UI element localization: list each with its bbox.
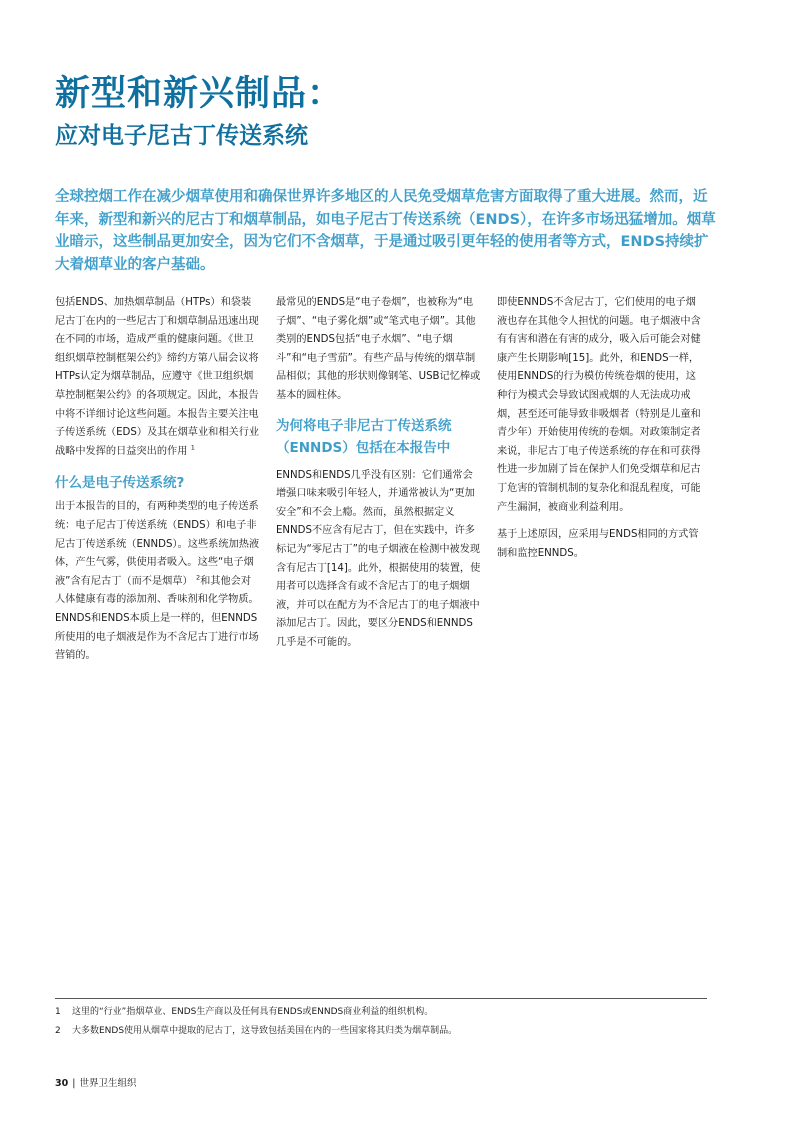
footnote-text: 大多数ENDS使用从烟草中提取的尼古丁，这导致包括美国在内的一些国家将其归类为烟草制品。: [72, 1026, 458, 1036]
footnote-text: 这里的“行业”指烟草业、ENDS生产商以及任何具有ENDS或ENNDS商业利益的组织机构。: [72, 1007, 434, 1017]
footer-separator: |: [72, 1078, 76, 1089]
footer-organization: 世界卫生组织: [79, 1078, 137, 1089]
footnotes: [55, 1003, 715, 1041]
column-3-paragraph-1: 即使ENNDS不含尼古丁，它们使用的电子烟液也存在其他令人担忧的问题。电子烟液中含有有害和潜在有害的成分，吸入后可能会对健康产生长期影响[15]。此外，和ENDS一样，使用ENNDS的行为模仿传统卷烟的使用，这种行为模式会导致试图戒烟的人无法成功戒烟，甚至还可能导致非吸烟者（特别是儿童和青少年）开始使用传统的卷烟。对政策制定者来说，非尼古丁电子传送系统的存在和可获得性进一步加剧了旨在保护人们免受烟草和尼古丁危害的管制机制的复杂化和混乱程度，可能产生漏洞，被商业利益利用。: [497, 297, 701, 513]
footnote-1: [55, 1003, 715, 1022]
column-1-paragraph-1: 包括ENDS、加热烟草制品（HTPs）和袋装尼古丁在内的一些尼古丁和烟草制品迅速出现在不同的市场，造成严重的健康问题。《世卫组织烟草控制框架公约》缔约方第八届会议将HTPs认定为烟草制品，应遵守《世卫组织烟草控制框架公约》的各项规定。因此，本报告中将不详细讨论这些问题。本报告主要关注电子传送系统（EDS）及其在烟草业和相关行业战略中发挥的日益突出的作用 $^1$: [55, 297, 260, 457]
footnote-divider: [55, 998, 707, 999]
section-heading-what-is-eds: 什么是电子传送系统?: [55, 475, 185, 492]
footnote-ref-2: 2: [195, 573, 201, 582]
column-3: [497, 294, 705, 563]
column-2-paragraph-1: 最常见的ENDS是“电子卷烟”，也被称为“电子烟”、“电子雾化烟”或“笔式电子烟”。其他类别的ENDS包括“电子水烟”、“电子烟斗”和“电子雪茄”。有些产品与传统的烟草制品相似；其他的形状则像钢笔、USB记忆棒或基本的圆柱体。: [276, 297, 481, 401]
column-1: [55, 294, 260, 666]
footnote-number: 2: [55, 1026, 61, 1036]
title-line-2: 应对电子尼古丁传送系统: [55, 123, 308, 149]
page-title: [55, 72, 745, 152]
column-3-paragraph-2: 基于上述原因，应采用与ENDS相同的方式管制和监控ENNDS。: [497, 529, 699, 559]
intro-lead-paragraph: 全球控烟工作在减少烟草使用和确保世界许多地区的人民免受烟草危害方面取得了重大进展。然而，近年来，新型和新兴的尼古丁和烟草制品，如电子尼古丁传送系统（ENDS），在许多市场迅猛增加。烟草业暗示，这些制品更加安全，因为它们不含烟草，于是通过吸引更年轻的使用者等方式，ENDS持续扩大着烟草业的客户基础。: [55, 189, 716, 273]
page-number: 30: [55, 1078, 69, 1089]
footnote-ref-1: 1: [190, 443, 195, 452]
column-2: [276, 294, 482, 653]
page-footer: [55, 1075, 136, 1089]
section-heading-why-ennds: 为何将电子非尼古丁传送系统（ENNDS）包括在本报告中: [276, 417, 452, 456]
footnote-2: [55, 1022, 715, 1041]
column-2-paragraph-2: ENNDS和ENDS几乎没有区别：它们通常会增强口味来吸引年轻人，并通常被认为“更加安全”和不会上瘾。然而，虽然根据定义ENNDS不应含有尼古丁，但在实践中，许多标记为“零尼古丁”的电子烟液在检测中被发现含有尼古丁[14]。此外，根据使用的装置，使用者可以选择含有或不含尼古丁的电子烟烟液，并可以在配方为不含尼古丁的电子烟液中添加尼古丁。因此，要区分ENDS和ENNDS几乎是不可能的。: [276, 469, 481, 648]
footnote-number: 1: [55, 1007, 61, 1017]
column-1-paragraph-2: 出于本报告的目的，有两种类型的电子传送系统：电子尼古丁传送系统（ENDS）和电子非尼古丁传送系统（ENNDS）。这些系统加热液体，产生气雾，供使用者吸入。这些“电子烟液”含有尼古丁（而不是烟草） $^2$和其他会对人体健康有毒的添加剂、香味剂和化学物质。ENNDS和ENDS本质上是一样的，但ENNDS所使用的电子烟液是作为不含尼古丁进行市场营销的。: [55, 501, 260, 662]
title-line-1: 新型和新兴制品：: [55, 74, 344, 114]
